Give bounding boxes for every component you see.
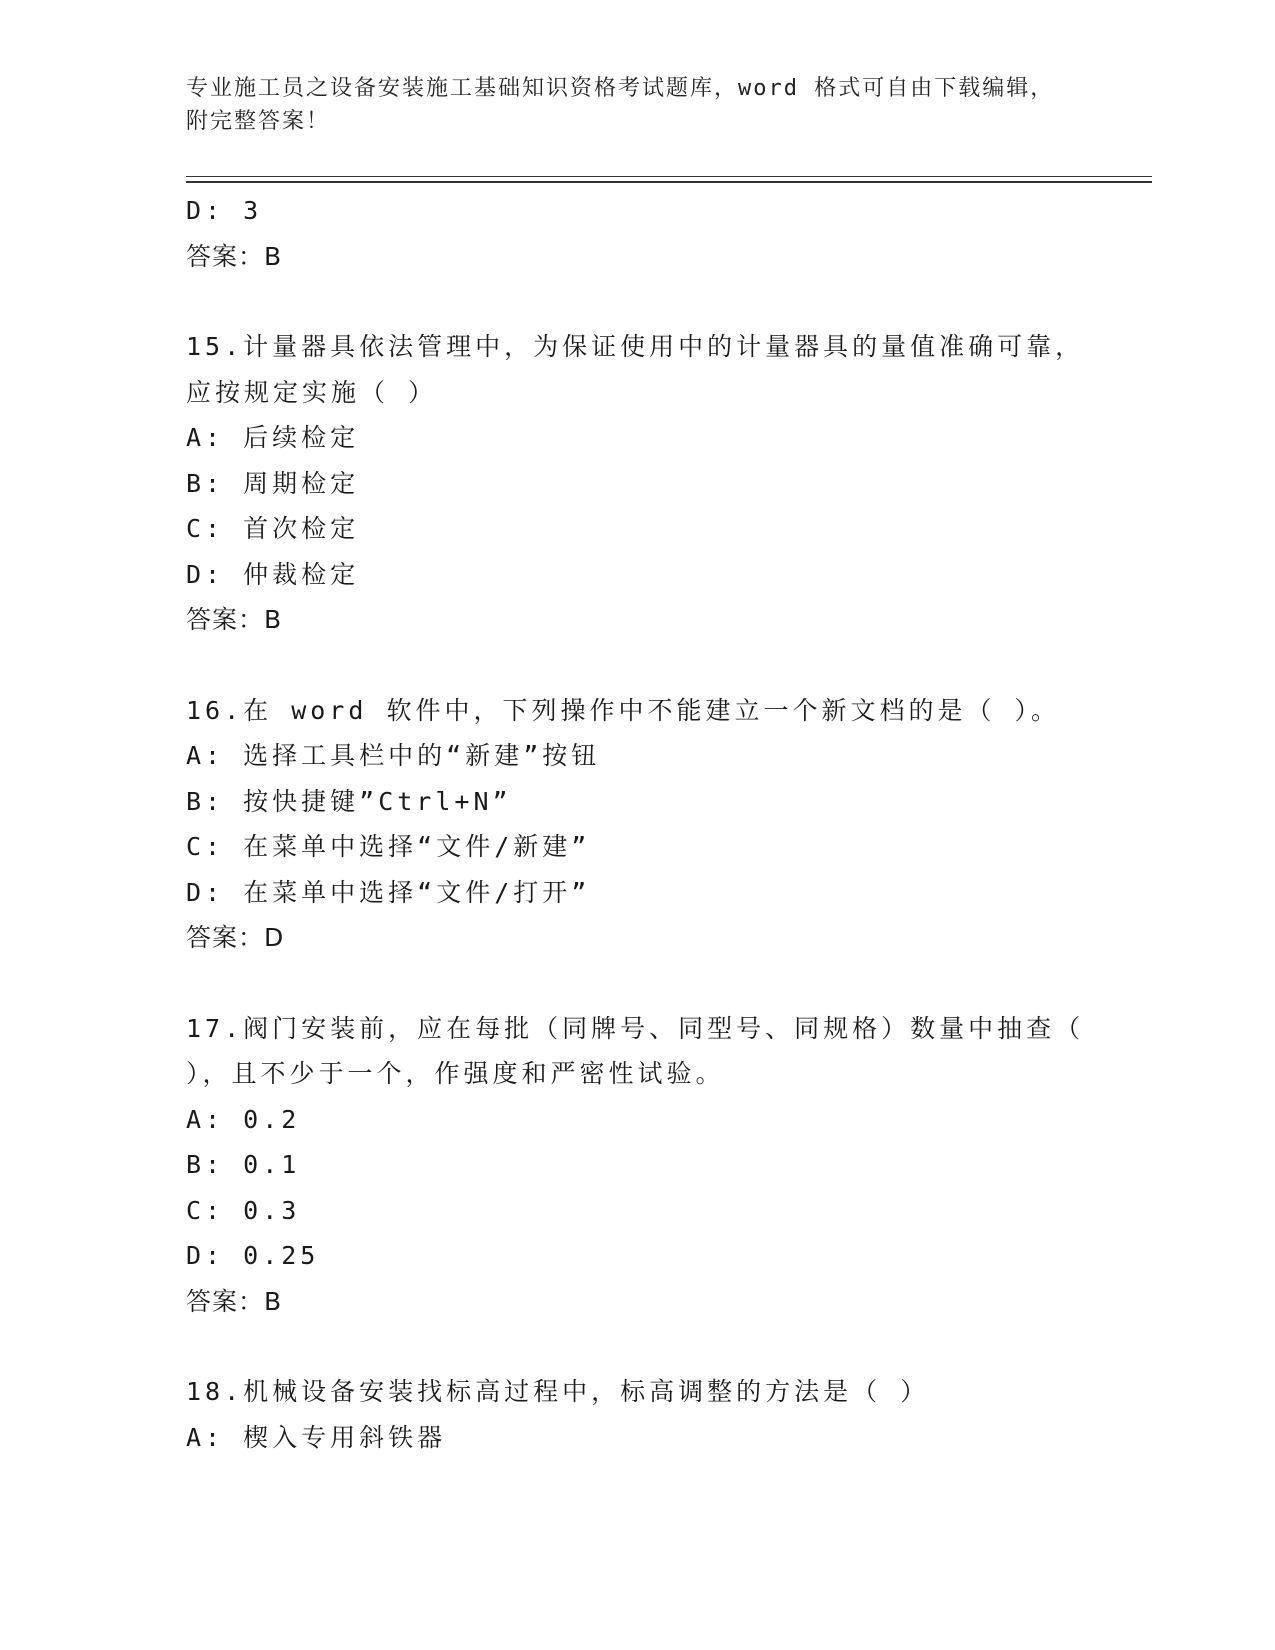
question-stem: 17.阀门安装前，应在每批（同牌号、同型号、同规格）数量中抽查（ bbox=[186, 1013, 1085, 1043]
spacer bbox=[186, 1324, 1086, 1369]
option-c: C: 首次检定 bbox=[186, 514, 360, 543]
header-divider-thin bbox=[186, 176, 1152, 177]
option-a: A: 楔入专用斜铁器 bbox=[186, 1422, 447, 1452]
spacer bbox=[186, 279, 1086, 324]
option-a: A: 0.2 bbox=[186, 1104, 301, 1134]
option-d: D: 在菜单中选择“文件/打开” bbox=[186, 877, 591, 907]
question-16 bbox=[186, 688, 1086, 961]
option-a: A: 后续检定 bbox=[186, 423, 360, 452]
option-d: D: 仲裁检定 bbox=[186, 559, 360, 589]
option-b: B: 按快捷键”Ctrl+N” bbox=[186, 786, 512, 816]
question-17 bbox=[186, 1006, 1086, 1325]
question-14-tail bbox=[186, 188, 1086, 279]
option-b: B: 0.1 bbox=[186, 1150, 301, 1179]
question-stem: 15.计量器具依法管理中，为保证使用中的计量器具的量值准确可靠， bbox=[186, 332, 1085, 361]
header-line-1: 专业施工员之设备安装施工基础知识资格考试题库，word 格式可自由下载编辑， bbox=[186, 76, 1055, 101]
answer: 答案：B bbox=[186, 241, 283, 271]
answer: 答案：B bbox=[186, 1286, 283, 1316]
spacer bbox=[186, 961, 1086, 1006]
answer: 答案：D bbox=[186, 923, 285, 952]
question-15 bbox=[186, 324, 1086, 643]
spacer bbox=[186, 643, 1086, 688]
question-list bbox=[186, 188, 1086, 1460]
question-stem: 16.在 word 软件中，下列操作中不能建立一个新文档的是（ ）。 bbox=[186, 695, 1061, 725]
question-stem: 18.机械设备安装找标高过程中，标高调整的方法是（ ） bbox=[186, 1377, 930, 1406]
header-divider-thick bbox=[186, 181, 1152, 183]
document-header bbox=[186, 72, 1086, 138]
option-b: B: 周期检定 bbox=[186, 468, 360, 498]
option-c: C: 0.3 bbox=[186, 1195, 301, 1225]
option-d: D: 3 bbox=[186, 196, 263, 225]
option-d: D: 0.25 bbox=[186, 1241, 320, 1270]
option-c: C: 在菜单中选择“文件/新建” bbox=[186, 832, 591, 861]
question-stem-cont: 应按规定实施（ ） bbox=[186, 377, 438, 407]
header-line-2: 附完整答案！ bbox=[186, 109, 331, 134]
question-stem-cont: ），且不少于一个，作强度和严密性试验。 bbox=[186, 1059, 725, 1088]
question-18 bbox=[186, 1369, 1086, 1460]
option-a: A: 选择工具栏中的“新建”按钮 bbox=[186, 741, 601, 770]
answer: 答案：B bbox=[186, 605, 283, 634]
